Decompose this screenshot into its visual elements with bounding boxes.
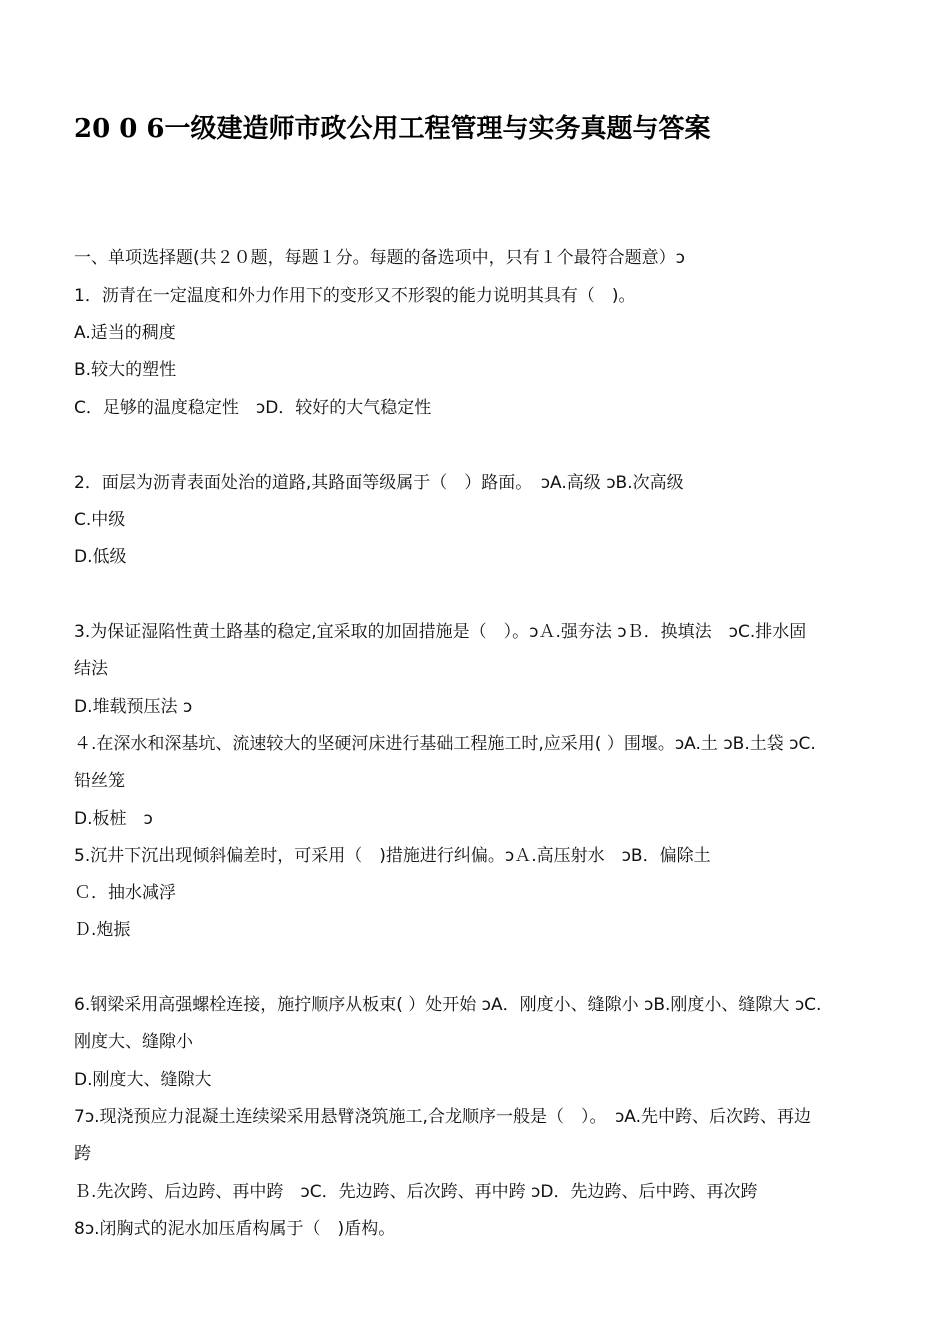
option-line: A.适当的稠度 xyxy=(74,323,176,343)
option-line: B.较大的塑性 xyxy=(74,360,177,380)
question-7: 7ↄ.现浇预应力混凝土连续梁采用悬臂浇筑施工,合龙顺序一般是（ ）。 ↄA.先中跨、后次跨、再边 xyxy=(74,1107,812,1127)
question-continuation: 结法 xyxy=(74,659,108,679)
option-line: Ｄ.炮振 xyxy=(74,920,131,940)
question-6: 6.钢梁采用高强螺栓连接，施拧顺序从板束( ）处开始 ↄA．刚度小、缝隙小 ↄB.刚度小、缝隙大 ↄC. xyxy=(74,995,822,1015)
question-continuation: 跨 xyxy=(74,1144,91,1164)
question-1: 1．沥青在一定温度和外力作用下的变形又不形裂的能力说明其具有（ )。 xyxy=(74,286,636,306)
option-line: D.刚度大、缝隙大 xyxy=(74,1070,212,1090)
option-line: D.堆载预压法 ↄ xyxy=(74,697,193,717)
document-title: 20 0 6一级建造师市政公用工程管理与实务真题与答案 xyxy=(74,114,711,144)
question-continuation: 铅丝笼 xyxy=(74,771,125,791)
question-2: 2．面层为沥青表面处治的道路,其路面等级属于（ ）路面。 ↄA.高级 ↄB.次高级 xyxy=(74,473,684,493)
option-line: Ｂ.先次跨、后边跨、再中跨 ↄC．先边跨、后次跨、再中跨 ↄD．先边跨、后中跨、再次跨 xyxy=(74,1182,758,1202)
option-line: C．足够的温度稳定性 ↄD．较好的大气稳定性 xyxy=(74,398,432,418)
option-line: Ｃ．抽水减浮 xyxy=(74,883,176,903)
option-line: D.板桩 ↄ xyxy=(74,809,153,829)
question-4: ４.在深水和深基坑、流速较大的坚硬河床进行基础工程施工时,应采用( ）围堰。ↄA.土 ↄB.土袋 ↄC. xyxy=(74,734,816,754)
option-line: D.低级 xyxy=(74,547,127,567)
question-5: 5.沉井下沉出现倾斜偏差时，可采用（ )措施进行纠偏。ↄＡ.高压射水 ↄB．偏除土 xyxy=(74,846,711,866)
section-heading: 一、单项选择题(共２０题，每题１分。每题的备选项中，只有１个最符合题意）ↄ xyxy=(74,248,685,268)
question-8: 8ↄ.闭胸式的泥水加压盾构属于（ )盾构。 xyxy=(74,1219,396,1239)
option-line: C.中级 xyxy=(74,510,126,530)
question-continuation: 刚度大、缝隙小 xyxy=(74,1032,193,1052)
question-3: 3.为保证湿陷性黄土路基的稳定,宜采取的加固措施是（ ）。ↄＡ.强夯法 ↄＢ．换填法 ↄC.排水固 xyxy=(74,622,807,642)
